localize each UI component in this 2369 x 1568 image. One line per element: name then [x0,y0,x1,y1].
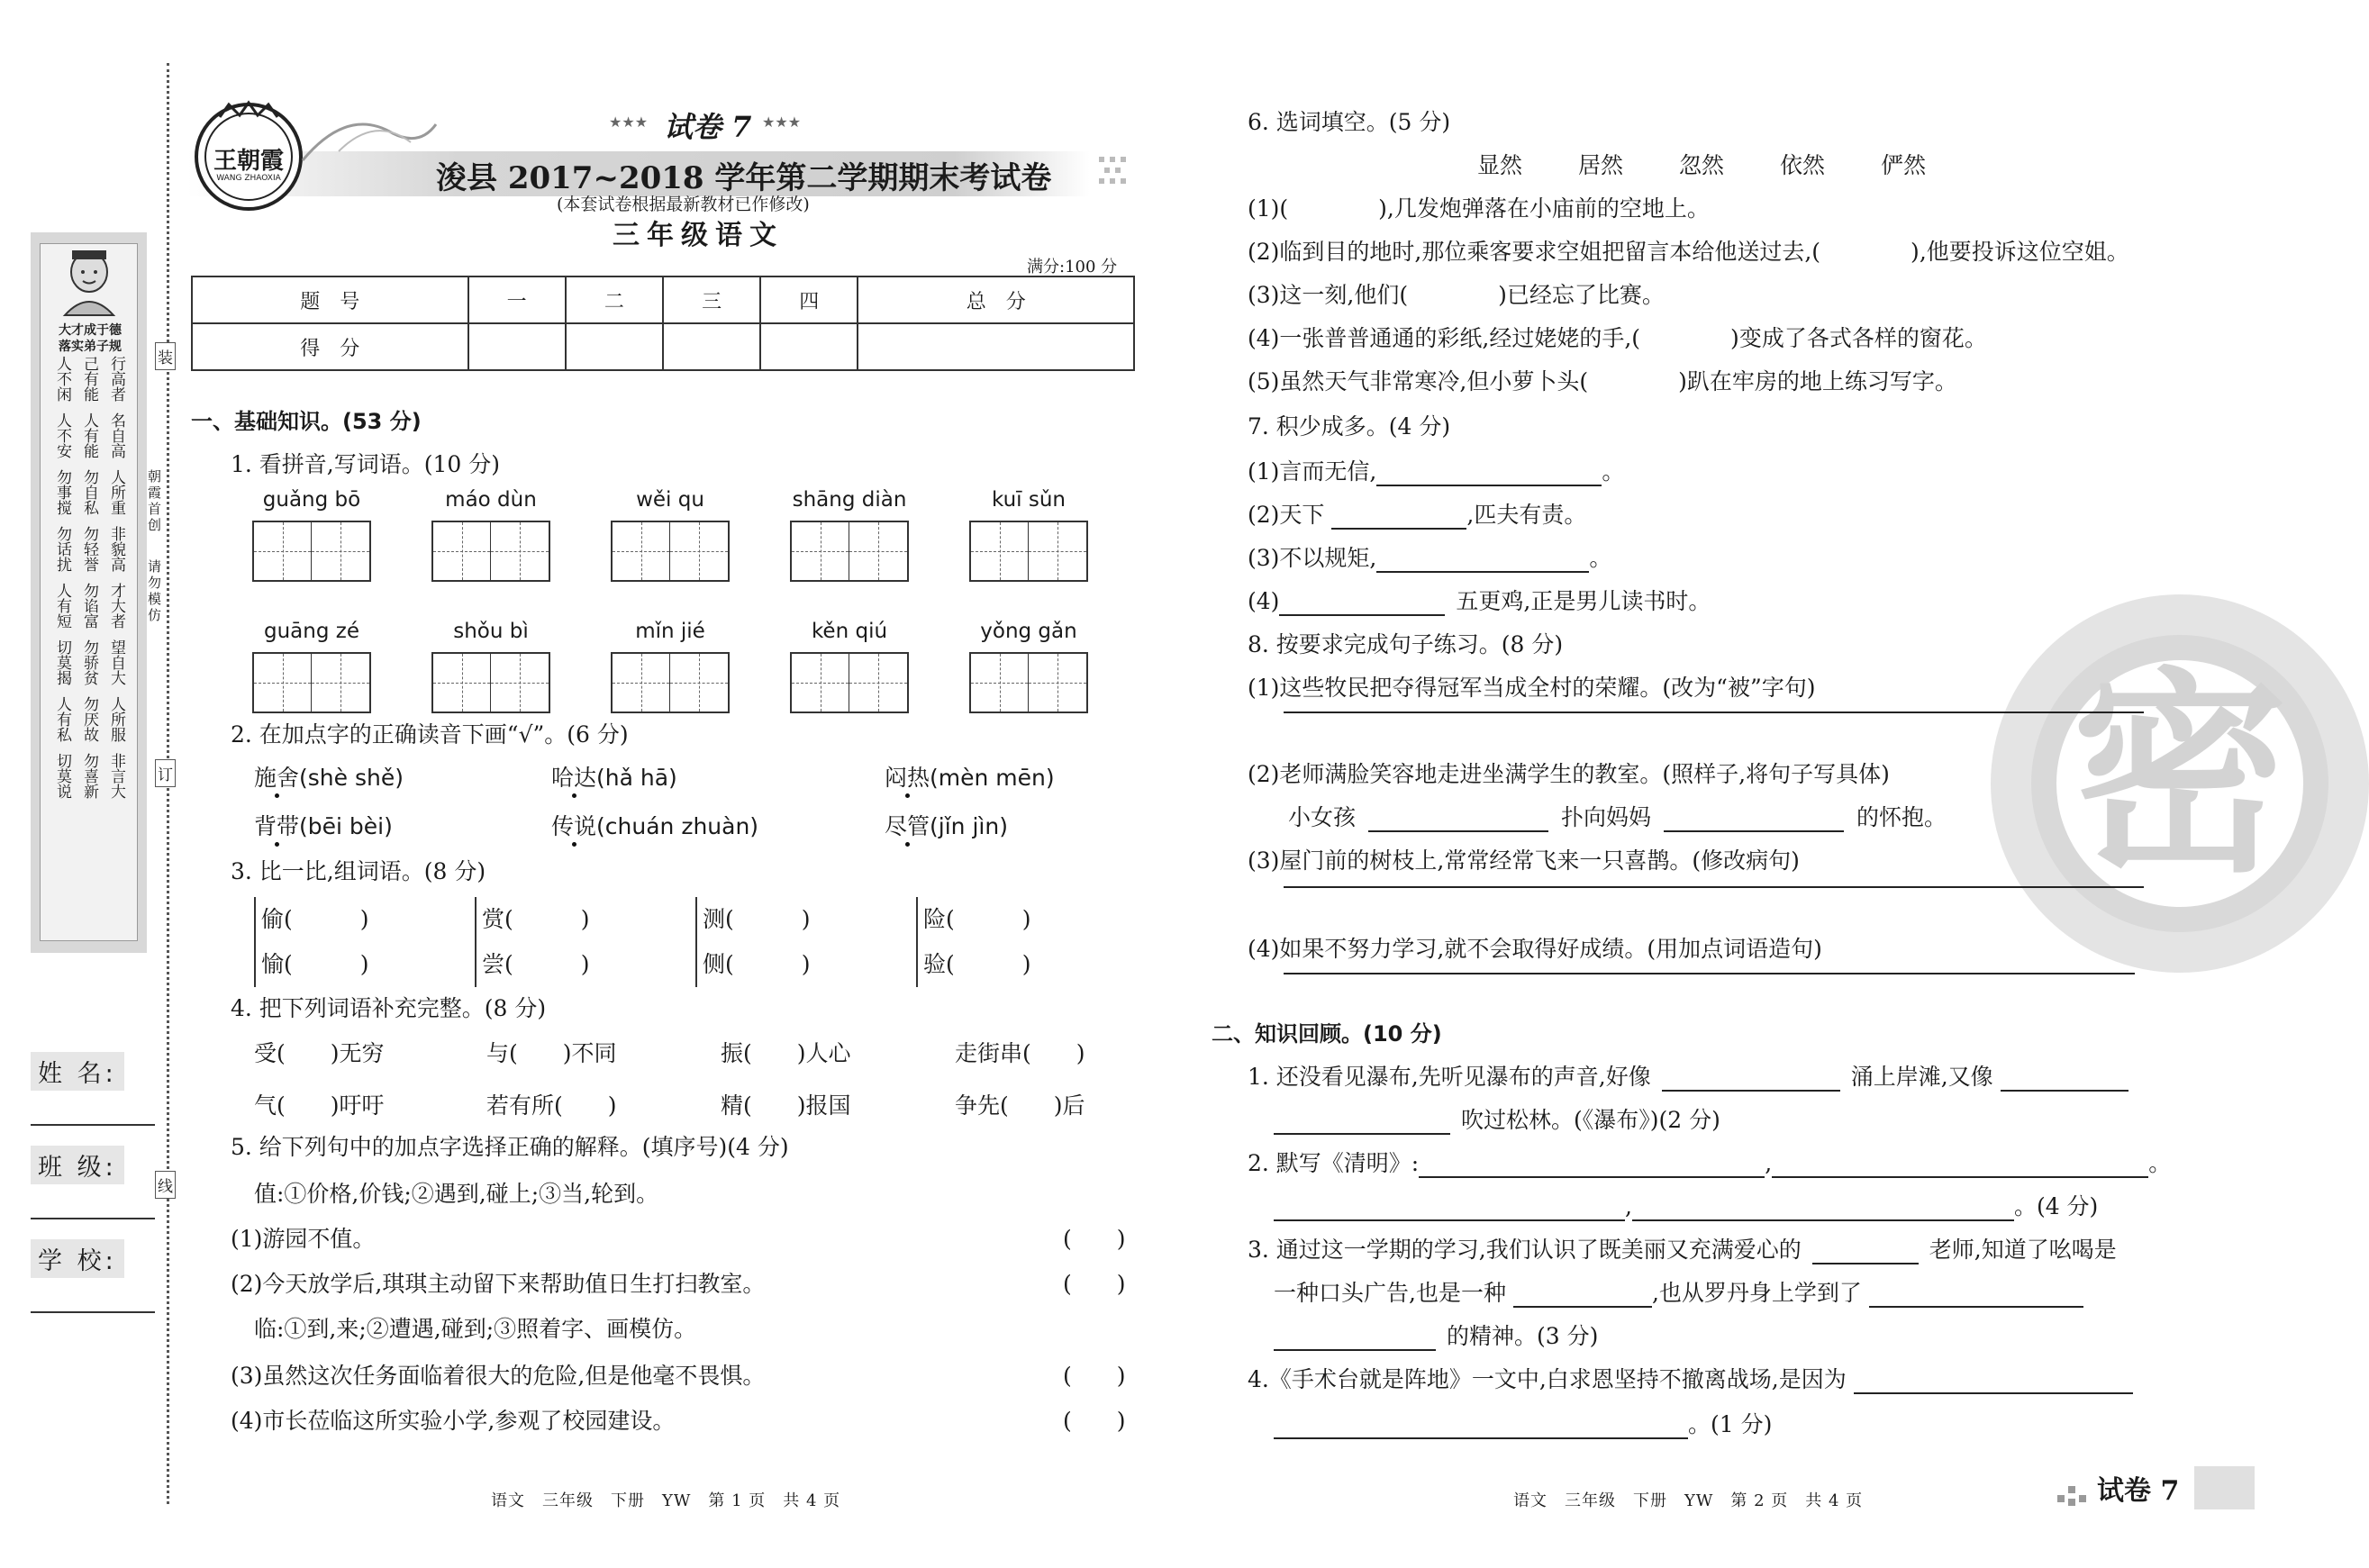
tian-cell[interactable] [254,522,312,580]
pinyin-label: máo dùn [445,488,537,512]
q3-item[interactable]: 测( ) [703,906,811,932]
corner-tab [2194,1466,2255,1509]
q7-text: 。 [1589,545,1612,571]
motto-line: 切莫说 [53,753,71,799]
left-footer: 语文 三年级 下册 YW 第 1 页 共 4 页 [491,1491,841,1510]
q8-text: 小女孩 [1288,804,1357,830]
q8-item-1: (1)这些牧民把夺得冠军当成全村的荣耀。(改为“被”字句) [1248,675,1816,701]
binding-mark-3: 线 [155,1171,176,1199]
r1-blank-2[interactable] [2001,1090,2128,1092]
q6-title: 6. 选词填空。(5 分) [1248,109,1451,135]
motto-line: 名自高 [107,412,125,458]
score-header-cell: 总 分 [858,276,1134,323]
q6-item-2: (2)临到目的地时,那位乘客要求空姐把留言本给他送过去,( ),他要投诉这位空姐。 [1248,239,2129,265]
side-note-2: 请勿模仿 [148,558,162,623]
tian-grid[interactable] [790,652,909,713]
q3-pair [916,897,1137,987]
motto-line: 人有能 [80,412,98,458]
r3-line [1248,1232,2117,1264]
r2-text: 。(4 分) [2013,1193,2099,1219]
motto-line: 切莫揭 [53,639,71,685]
r3-blank-3[interactable] [1869,1306,2083,1308]
q8-item-2: (2)老师满脸笑容地走进坐满学生的教室。(照样子,将句子写具体) [1248,761,1890,787]
q7-text: (1)言而无信, [1248,458,1377,485]
r1-line [1248,1059,2128,1092]
q5-definition-2: 临:①到,来;②遭遇,碰到;③照着字、画模仿。 [254,1316,697,1342]
q7-text: 五更鸡,正是男儿读书时。 [1456,588,1711,614]
tian-cell[interactable] [1029,522,1086,580]
q2-item [885,760,1137,793]
pinyin-item [969,488,1088,585]
q8-blank-b[interactable] [1664,830,1844,832]
r3-text: 3. 通过这一学期的学习,我们认识了既美丽又充满爱心的 [1248,1237,1802,1263]
score-header-cell: 题 号 [192,276,468,323]
r3-text: 的精神。(3 分) [1447,1323,1599,1349]
motto-line: 人有私 [53,696,71,742]
q2-word: 闷热 [885,765,930,791]
pinyin-item [969,620,1088,717]
q6-word: 显然 [1477,152,1523,178]
full-score: 满分:100 分 [1027,258,1118,276]
motto-line: 人不闲 [53,356,71,402]
tian-cell[interactable] [670,654,728,711]
r3-blank-4[interactable] [1274,1349,1436,1351]
scholar-figure-icon [56,245,123,317]
tian-cell[interactable] [433,654,491,711]
score-table [191,276,1135,371]
q7-text: (4) [1248,588,1280,614]
motto-line: 勿喜新 [80,753,98,799]
q6-item-4: (4)一张普普通通的彩纸,经过姥姥的手,( )变成了各式各样的窗花。 [1248,325,1987,351]
q5-answer-1[interactable]: ( ) [1063,1226,1126,1252]
q7-blank-3[interactable] [1376,571,1589,573]
watermark-char: 密 [2072,648,2289,902]
motto-line: 望自大 [107,639,125,685]
tian-grid[interactable] [252,521,371,582]
q7-line-3 [1248,540,1611,573]
q2-word: 背带 [254,813,300,839]
r4-text: 。(1 分) [1688,1411,1773,1437]
motto-line: 勿谄富 [80,583,98,629]
q7-blank-4[interactable] [1279,614,1445,616]
q4-idiom[interactable]: 与( )不同 [486,1040,617,1066]
r4-line-2 [1274,1407,1772,1439]
q2-word: 施舍 [254,765,300,791]
section-1-title: 一、基础知识。(53 分) [191,409,422,434]
q5-sentence-4: (4)市长莅临这所实验小学,参观了校园建设。 [231,1408,676,1434]
q4-idiom[interactable]: 若有所( ) [486,1092,617,1119]
q8-answer-line-3[interactable] [1284,886,2144,888]
q6-item-1: (1)( ),几发炮弹落在小庙前的空地上。 [1248,195,1710,222]
q7-text: ,匹夫有责。 [1466,502,1587,528]
score-header-cell: 一 [468,276,566,323]
q2-title: 2. 在加点字的正确读音下画“√”。(6 分) [231,721,629,748]
q7-line-1 [1248,454,1624,486]
r2-text: 。 [2148,1150,2172,1176]
r1-blank-1[interactable] [1662,1090,1840,1092]
q8-blank-a[interactable] [1368,830,1548,832]
pinyin-item [790,620,909,717]
r1-text: 涌上岸滩,又像 [1850,1064,1993,1090]
q5-sentence-2: (2)今天放学后,琪琪主动留下来帮助值日生打扫教室。 [231,1271,766,1297]
score-input-cell[interactable] [663,323,760,370]
tian-cell[interactable] [792,654,849,711]
r1-blank-3[interactable] [1274,1133,1450,1135]
motto-line: 勿事搅 [53,469,71,515]
r3-line-3 [1274,1319,1598,1351]
q5-answer-4[interactable]: ( ) [1063,1408,1126,1434]
tian-cell[interactable] [491,654,549,711]
q3-item[interactable]: 验( ) [923,951,1031,977]
section-2-title: 二、知识回顾。(10 分) [1212,1021,1442,1047]
q2-reading-options[interactable]: (mèn mēn) [930,765,1055,791]
q3-title: 3. 比一比,组词语。(8 分) [231,858,486,884]
q7-text: 。 [1602,458,1625,485]
pinyin-row [252,620,1117,717]
q4-idioms [254,1036,1137,1120]
dot-pattern-icon [1097,155,1137,191]
score-input-cell[interactable] [566,323,663,370]
motto-line: 非貌高 [107,526,125,572]
q5-answer-3[interactable]: ( ) [1063,1363,1126,1389]
r2-line [1248,1146,2171,1178]
q3-item[interactable]: 赏( ) [482,906,590,932]
q7-line-4 [1248,584,1711,616]
tian-cell[interactable] [849,654,907,711]
q8-answer-line-4[interactable] [1284,973,2135,974]
q7-blank-1[interactable] [1376,485,1602,486]
exam-note: (本套试卷根据最新教材已作修改) [557,195,810,214]
tian-cell[interactable] [1029,654,1086,711]
q2-item [551,809,885,841]
score-header-cell: 二 [566,276,663,323]
q7-text: (3)不以规矩, [1248,545,1377,571]
stars-left: ★★★ [609,113,649,131]
r1-line-2 [1274,1102,1720,1135]
q8-title: 8. 按要求完成句子练习。(8 分) [1248,631,1564,657]
class-field[interactable] [31,1218,155,1219]
motto-line: 勿骄贫 [80,639,98,685]
q3-pair [695,897,916,987]
pinyin-label: kuī sǔn [991,488,1067,512]
q8-text: 扑向妈妈 [1561,804,1652,830]
motto-line: 非言大 [107,753,125,799]
tian-cell[interactable] [312,522,369,580]
q2-readings [254,760,1137,841]
q8-text: 的怀抱。 [1856,804,1947,830]
pinyin-item [431,488,550,585]
logo-sub: WANG ZHAOXIA [216,174,281,183]
q3-pairs [254,897,1137,987]
binding-mark-2: 订 [155,759,176,787]
motto-line: 行高者 [107,356,125,402]
score-input-cell[interactable] [468,323,566,370]
q8-item-4: (4)如果不努力学习,就不会取得好成绩。(用加点词语造句) [1248,936,1822,962]
tian-grid[interactable] [431,521,550,582]
motto-line: 勿话扰 [53,526,71,572]
r2-blank-2[interactable] [1772,1176,2148,1178]
tian-cell[interactable] [312,654,369,711]
name-field[interactable] [31,1124,155,1126]
q5-sentence-3: (3)虽然这次任务面临着很大的危险,但是他毫不畏惧。 [231,1363,766,1389]
motto-line: 人有短 [53,583,71,629]
q3-item[interactable]: 尝( ) [482,951,590,977]
paper-number: 试卷 7 [664,110,752,144]
school-label: 学 校: [31,1239,124,1278]
name-label: 姓 名: [31,1052,124,1091]
q7-line-2 [1248,497,1586,530]
q1-title: 1. 看拼音,写词语。(10 分) [231,451,501,477]
motto-line: 人所重 [107,469,125,515]
tian-cell[interactable] [613,522,670,580]
q5-sentence-1: (1)游园不值。 [231,1226,376,1252]
pinyin-item [611,620,730,717]
motto-line: 才大者 [107,583,125,629]
pinyin-label: shāng diàn [792,488,907,512]
tian-cell[interactable] [971,522,1029,580]
corner-paper-label: 试卷 7 [2097,1475,2180,1507]
motto-line: 勿自私 [80,469,98,515]
q6-word: 忽然 [1679,152,1725,178]
score-header-cell: 三 [663,276,760,323]
q4-idiom[interactable]: 精( )报国 [721,1092,851,1119]
pinyin-label: yǒng gǎn [980,620,1077,643]
q4-idiom[interactable]: 振( )人心 [721,1040,851,1066]
pinyin-item [611,488,730,585]
tian-grid[interactable] [252,652,371,713]
tian-cell[interactable] [792,522,849,580]
tian-cell[interactable] [433,522,491,580]
q4-idiom[interactable]: 气( )吁吁 [254,1092,385,1119]
pinyin-item [431,620,550,717]
q2-reading-options[interactable]: (bēi bèi) [299,813,393,839]
q6-word: 依然 [1780,152,1826,178]
logo-text: 王朝霞 [213,148,284,175]
motto-line: 勿厌故 [80,696,98,742]
q8-answer-line-1[interactable] [1284,711,2144,713]
q6-item-5: (5)虽然天气非常寒冷,但小萝卜头( )趴在牢房的地上练习写字。 [1248,368,1957,394]
q2-item [254,760,551,793]
motto-line: 人不安 [53,412,71,458]
q2-item [551,760,885,793]
q8-item-3: (3)屋门前的树枝上,常常经常飞来一只喜鹊。(修改病句) [1248,847,1800,874]
binding-mark-1: 装 [155,342,176,370]
pinyin-label: guāng zé [264,620,359,643]
r2-text: 2. 默写《清明》: [1248,1150,1420,1176]
r2-blank-3[interactable] [1274,1219,1625,1221]
q6-item-3: (3)这一刻,他们( )已经忘了比赛。 [1248,282,1665,308]
r3-text: 老师,知道了吆喝是 [1929,1237,2117,1263]
tian-grid[interactable] [969,652,1088,713]
pinyin-label: shǒu bì [453,620,529,643]
q2-word: 哈达 [551,765,597,791]
q5-answer-2[interactable]: ( ) [1063,1271,1126,1297]
r2-blank-1[interactable] [1419,1176,1765,1178]
r4-blank-1[interactable] [1854,1392,2133,1394]
q3-item[interactable]: 险( ) [923,906,1031,932]
q7-text: (2)天下 [1248,502,1325,528]
pinyin-row [252,488,1117,585]
class-label: 班 级: [31,1146,124,1184]
q4-idiom[interactable]: 受( )无穷 [254,1040,385,1066]
ribbon-decoration-icon [303,97,438,169]
exam-title: 浚县 2017~2018 学年第二学期期末考试卷 [436,160,1052,196]
tian-cell[interactable] [849,522,907,580]
r3-text: 一种口头广告,也是一种 [1274,1280,1506,1306]
q4-idiom[interactable]: 走街串( ) [955,1040,1085,1066]
score-input-cell[interactable] [858,323,1134,370]
tian-grid[interactable] [611,652,730,713]
motto-line: 勿轻誉 [80,526,98,572]
score-header-cell: 四 [760,276,858,323]
q3-pair [475,897,695,987]
q2-reading-options[interactable]: (hǎ hā) [596,765,677,791]
score-input-cell[interactable] [760,323,858,370]
tian-grid[interactable] [431,652,550,713]
subject-title: 三年级语文 [613,220,784,251]
pinyin-item [790,488,909,585]
tian-grid[interactable] [790,521,909,582]
motto-line: 人所服 [107,696,125,742]
q8-example [1288,800,1947,832]
score-row-label: 得 分 [192,323,468,370]
r4-text: 4.《手术台就是阵地》一文中,白求恩坚持不撤离战场,是因为 [1248,1366,1847,1392]
r4-blank-2[interactable] [1274,1437,1688,1439]
pinyin-label: kěn qiú [811,620,888,643]
r4-line [1248,1362,2133,1394]
tian-cell[interactable] [613,654,670,711]
tian-cell[interactable] [491,522,549,580]
q2-reading-options[interactable]: (chuán zhuàn) [596,813,759,839]
q2-reading-options[interactable]: (jǐn jìn) [930,813,1008,839]
q5-title: 5. 给下列句中的加点字选择正确的解释。(填序号)(4 分) [231,1134,789,1160]
r2-text: , [1625,1193,1632,1219]
tian-cell[interactable] [254,654,312,711]
q4-title: 4. 把下列词语补充完整。(8 分) [231,995,547,1021]
q2-word: 尽管 [885,813,930,839]
q7-title: 7. 积少成多。(4 分) [1248,413,1451,440]
right-footer: 语文 三年级 下册 YW 第 2 页 共 4 页 [1513,1491,1864,1510]
q6-word: 居然 [1578,152,1624,178]
q3-item[interactable]: 偷( ) [261,906,369,932]
corner-dots-icon [2056,1477,2092,1509]
tian-grid[interactable] [969,521,1088,582]
pinyin-item [252,620,371,717]
q4-idiom[interactable]: 争先( )后 [955,1092,1085,1119]
q7-blank-2[interactable] [1331,528,1466,530]
q6-word-bank [1477,148,1926,180]
pinyin-label: wěi qu [636,488,704,512]
r2-blank-4[interactable] [1632,1219,2014,1221]
motto-columns [49,356,130,810]
tian-cell[interactable] [971,654,1029,711]
slogan-2: 落实弟子规 [59,340,122,354]
pinyin-label: guǎng bō [262,488,361,512]
side-note-1: 朝霞首创 [148,468,162,533]
r3-blank-2[interactable] [1513,1306,1652,1308]
q6-word: 俨然 [1881,152,1927,178]
tian-grid[interactable] [611,521,730,582]
pinyin-item [252,488,371,585]
r3-text: ,也从罗丹身上学到了 [1651,1280,1862,1306]
tian-cell[interactable] [670,522,728,580]
pinyin-label: mǐn jié [635,620,705,643]
r3-line-2 [1274,1275,2083,1308]
r2-text: , [1765,1150,1773,1176]
slogan-1: 大才成于德 [59,323,122,338]
q2-reading-options[interactable]: (shè shě) [299,765,404,791]
r1-text: 吹过松林。(《瀑布》)(2 分) [1461,1107,1720,1133]
school-field[interactable] [31,1311,155,1313]
q2-item [254,809,551,841]
q5-definition-1: 值:①价格,价钱;②遇到,碰上;③当,轮到。 [254,1181,659,1207]
q2-item [885,809,1137,841]
q3-pair [254,897,475,987]
q3-item[interactable]: 侧( ) [703,951,811,977]
r3-blank-1[interactable] [1812,1263,1919,1264]
r2-line-2 [1274,1189,2098,1221]
stars-right: ★★★ [762,113,802,131]
motto-line: 己有能 [80,356,98,402]
q3-item[interactable]: 愉( ) [261,951,369,977]
pinyin-grid [252,488,1117,751]
r1-text: 1. 还没看见瀑布,先听见瀑布的声音,好像 [1248,1064,1651,1090]
q2-word: 传说 [551,813,597,839]
